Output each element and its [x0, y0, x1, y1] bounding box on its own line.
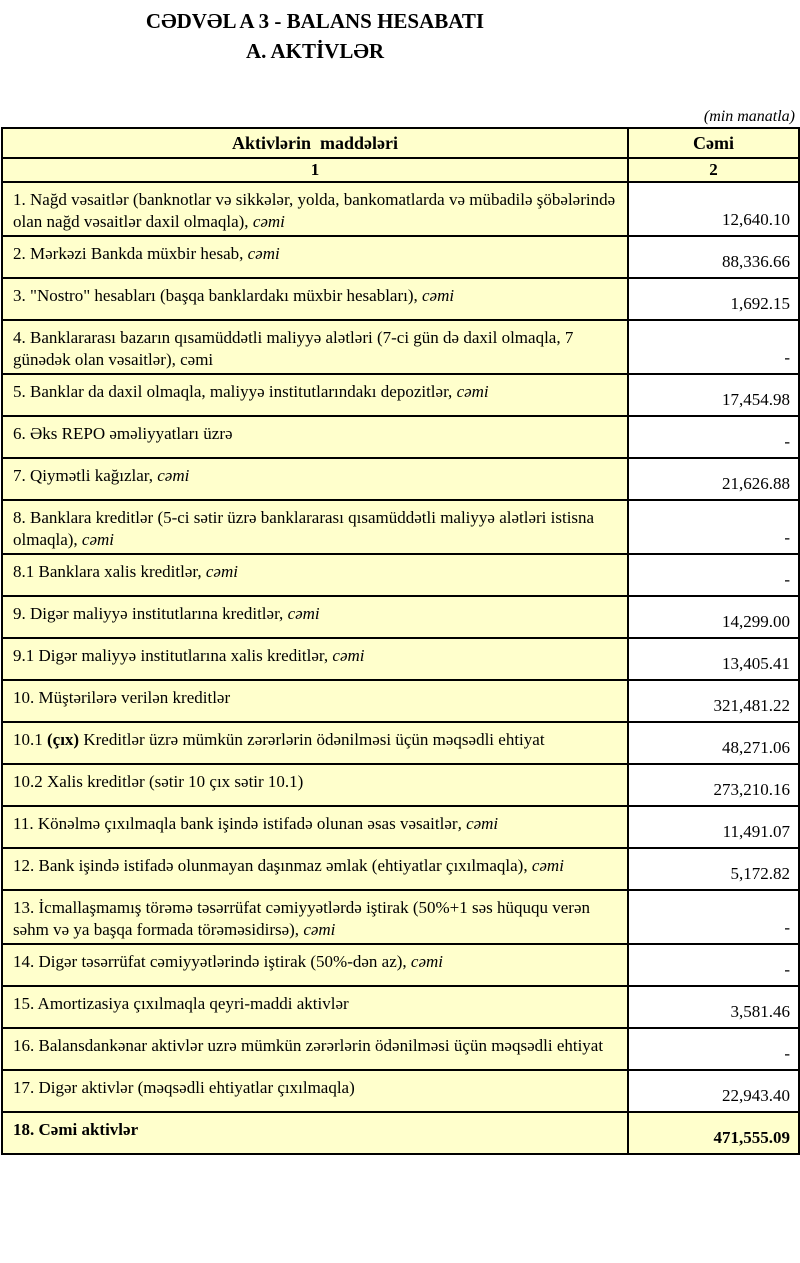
row-label — [2, 1070, 628, 1112]
row-label — [2, 638, 628, 680]
row-label — [2, 806, 628, 848]
row-label — [2, 848, 628, 890]
table-row — [2, 278, 799, 320]
row-label-segment: 9. Digər maliyyə institutlarına kreditlər, — [13, 604, 288, 623]
row-label — [2, 596, 628, 638]
report-title-block — [0, 6, 630, 66]
row-value: 17,454.98 — [628, 374, 799, 416]
row-value: - — [628, 890, 799, 944]
row-label-segment: 5. Banklar da daxil olmaqla, maliyyə institutlarındakı depozitlər, — [13, 382, 457, 401]
row-value: - — [628, 500, 799, 554]
column-number-1: 1 — [2, 158, 628, 182]
row-label — [2, 458, 628, 500]
row-label — [2, 374, 628, 416]
table-row — [2, 638, 799, 680]
table-row — [2, 416, 799, 458]
row-label-segment: 8. Banklara kreditlər (5-ci sətir üzrə banklararası qısamüddətli maliyyə alətləri istisna olmaqla), — [13, 508, 595, 549]
row-value: 321,481.22 — [628, 680, 799, 722]
column-number-row — [2, 158, 799, 182]
row-value: 5,172.82 — [628, 848, 799, 890]
row-label-segment: 2. Mərkəzi Bankda müxbir hesab, — [13, 244, 248, 263]
table-row — [2, 374, 799, 416]
table-row — [2, 182, 799, 236]
table-row — [2, 722, 799, 764]
row-label — [2, 986, 628, 1028]
row-label-segment: 6. Əks REPO əməliyyatları üzrə — [13, 424, 233, 443]
row-label — [2, 278, 628, 320]
row-value: - — [628, 554, 799, 596]
table-row — [2, 806, 799, 848]
row-value: 273,210.16 — [628, 764, 799, 806]
row-value: 11,491.07 — [628, 806, 799, 848]
row-label-segment: 15. Amortizasiya çıxılmaqla qeyri-maddi aktivlər — [13, 994, 349, 1013]
header-row — [2, 128, 799, 158]
row-label — [2, 236, 628, 278]
table-row — [2, 944, 799, 986]
row-label — [2, 680, 628, 722]
row-value: 3,581.46 — [628, 986, 799, 1028]
row-value: 1,692.15 — [628, 278, 799, 320]
row-label — [2, 182, 628, 236]
row-label — [2, 416, 628, 458]
table-row — [2, 680, 799, 722]
table-row — [2, 596, 799, 638]
table-row — [2, 986, 799, 1028]
row-label — [2, 890, 628, 944]
row-label — [2, 320, 628, 374]
row-value: 13,405.41 — [628, 638, 799, 680]
report-title: CƏDVƏL A 3 - BALANS HESABATI — [145, 9, 485, 33]
column-number-2: 2 — [628, 158, 799, 182]
table-row — [2, 848, 799, 890]
row-label-segment: 12. Bank işində istifadə olunmayan daşınmaz əmlak (ehtiyatlar çıxılmaqla), — [13, 856, 532, 875]
column-header-items: Aktivlərin maddələri — [2, 128, 628, 158]
row-label-segment: 7. Qiymətli kağızlar, — [13, 466, 158, 485]
row-label-segment: cəmi — [247, 244, 280, 263]
row-label-segment: 10.1 — [13, 730, 47, 749]
row-label — [2, 944, 628, 986]
row-value: 48,271.06 — [628, 722, 799, 764]
row-label-segment: cəmi — [287, 604, 320, 623]
row-value: 12,640.10 — [628, 182, 799, 236]
row-label-segment: cəmi — [531, 856, 564, 875]
table-row — [2, 554, 799, 596]
row-label-segment: 9.1 Digər maliyyə institutlarına xalis kreditlər, — [13, 646, 333, 665]
row-label — [2, 722, 628, 764]
row-label-segment: 17. Digər aktivlər (məqsədli ehtiyatlar çıxılmaqla) — [13, 1078, 355, 1097]
row-label-segment: , cəmi — [457, 814, 499, 833]
table-row — [2, 1028, 799, 1070]
row-value: 22,943.40 — [628, 1070, 799, 1112]
row-value: - — [628, 944, 799, 986]
row-label-segment: 16. Balansdankənar aktivlər uzrə mümkün zərərlərin ödənilməsi üçün məqsədli ehtiyat — [13, 1036, 604, 1055]
table-row — [2, 890, 799, 944]
row-value: 471,555.09 — [628, 1112, 799, 1154]
row-value: - — [628, 1028, 799, 1070]
row-value: 21,626.88 — [628, 458, 799, 500]
row-label-segment: cəmi — [303, 920, 336, 939]
unit-note: (min manatla) — [703, 108, 795, 125]
table-row — [2, 458, 799, 500]
row-label — [2, 764, 628, 806]
row-label-segment: 18. Cəmi aktivlər — [13, 1120, 139, 1139]
row-label-segment: 1. Nağd vəsaitlər (banknotlar və sikkələr, yolda, bankomatlarda və mübadilə şöbələrində olan nağd vəsaitlər daxil olmaqla), — [13, 190, 616, 231]
assets-table — [1, 127, 800, 1155]
row-label-segment: 11. Könəlmə çıxılmaqla bank işində istifadə olunan əsas vəsaitlər — [13, 814, 458, 833]
row-value: 14,299.00 — [628, 596, 799, 638]
row-label — [2, 1112, 628, 1154]
row-label-segment: 10.2 Xalis kreditlər (sətir 10 çıx sətir 10.1) — [13, 772, 304, 791]
row-label-segment: cəmi — [205, 562, 238, 581]
report-subtitle: A. AKTİVLƏR — [245, 39, 385, 63]
row-label-segment: 13. İcmallaşmamış törəmə təsərrüfat cəmiyyətlərdə iştirak (50%+1 səs hüququ verən səhm və ya başqa formada törəməsidirsə), — [13, 898, 591, 939]
row-label-segment: Kreditlər üzrə mümkün zərərlərin ödənilməsi üçün məqsədli ehtiyat — [79, 730, 545, 749]
row-label-segment: (çıx) — [47, 730, 80, 749]
row-label — [2, 554, 628, 596]
table-row — [2, 320, 799, 374]
row-label-segment: cəmi — [332, 646, 365, 665]
row-value: - — [628, 416, 799, 458]
row-label-segment: cəmi — [81, 530, 115, 549]
row-label — [2, 1028, 628, 1070]
row-label-segment: 3. "Nostro" hesabları (başqa banklardakı müxbir hesabları), — [13, 286, 423, 305]
table-row — [2, 764, 799, 806]
table-row — [2, 1070, 799, 1112]
row-label-segment: cəmi — [410, 952, 444, 971]
row-label-segment: 8.1 Banklara xalis kreditlər, — [13, 562, 206, 581]
row-label-segment: 4. Banklararası bazarın qısamüddətli maliyyə alətləri (7-ci gün də daxil olmaqla, 7 günədək olan vəsaitlər), cəmi — [13, 328, 574, 369]
row-label-segment: 10. Müştərilərə verilən kreditlər — [13, 688, 231, 707]
row-label-segment: cəmi — [422, 286, 455, 305]
table-row — [2, 500, 799, 554]
row-label-segment: 14. Digər təsərrüfat cəmiyyətlərində iştirak (50%-dən az), — [13, 952, 411, 971]
column-header-total: Cəmi — [628, 128, 799, 158]
table-row — [2, 1112, 799, 1154]
row-value: - — [628, 320, 799, 374]
row-label-segment: cəmi — [456, 382, 489, 401]
row-label-segment: cəmi — [252, 212, 285, 231]
row-value: 88,336.66 — [628, 236, 799, 278]
row-label-segment: cəmi — [157, 466, 190, 485]
assets-table-body — [2, 182, 799, 1154]
row-label — [2, 500, 628, 554]
table-row — [2, 236, 799, 278]
